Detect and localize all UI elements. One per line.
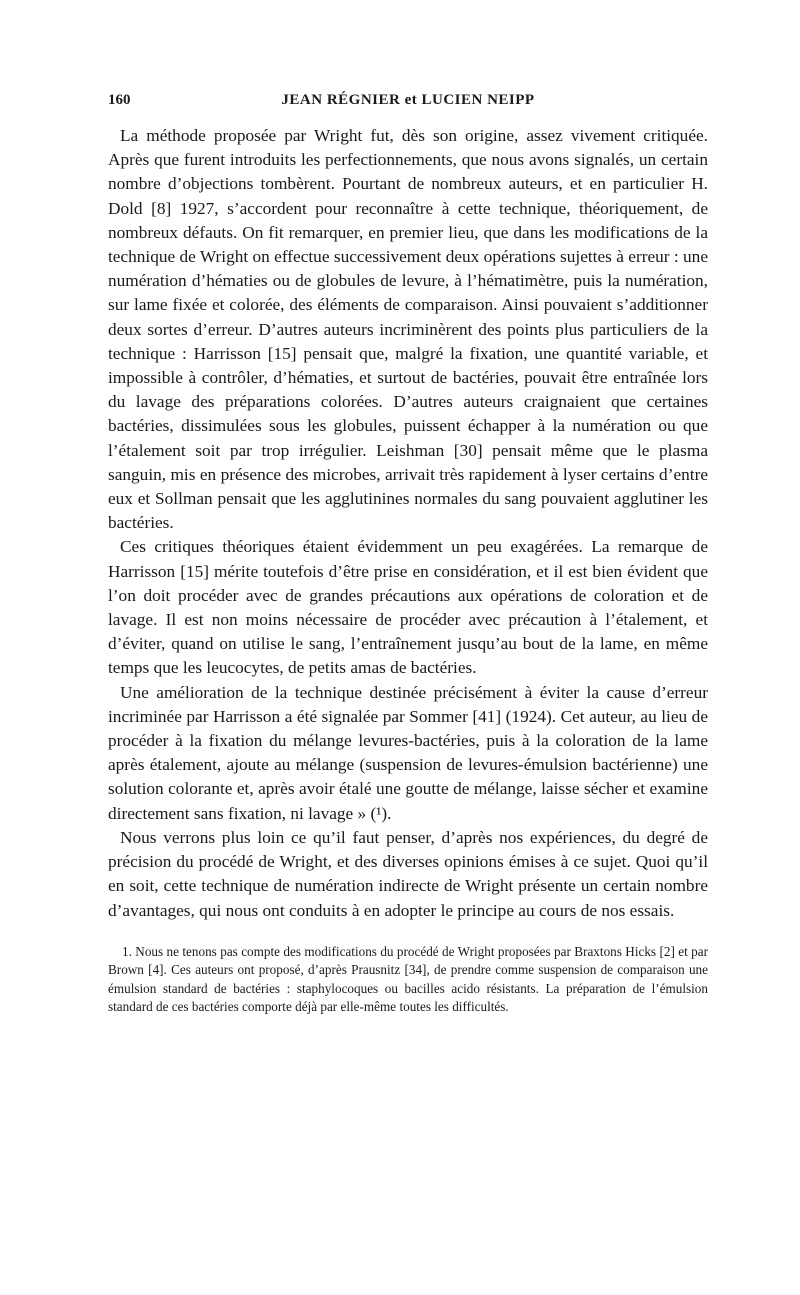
paragraph-3: Une amélioration de la technique destinée précisément à éviter la cause d’erreur incriminée par Harrisson a été signalée par Sommer [41] (1924). Cet auteur, au lieu de procéder à la fixation du mélange levures-bactéries, puis à la coloration de la lame après étalement, ajoute au mélange (suspension de levures-émulsion bactérienne) une solution colorante et, après avoir étalé une goutte de mélange, laisse sécher et examine directement sans fixation, ni lavage » (¹). [108, 682, 708, 823]
page-header [108, 92, 708, 114]
body-text [108, 124, 708, 923]
paragraph-2: Ces critiques théoriques étaient évidemment un peu exagérées. La remarque de Harrisson [15] mérite toutefois d’être prise en considération, et il est bien évident que l’on doit procéder avec de grandes précautions aux opérations de coloration et de lavage. Il est non moins nécessaire de procéder avec précaution à l’étalement, et d’éviter, quand on utilise le sang, l’entraînement jusqu’au bout de la lame, en même temps que les leucocytes, de petits amas de bactéries. [108, 537, 708, 678]
document-page [108, 92, 708, 1030]
paragraph-4: Nous verrons plus loin ce qu’il faut penser, d’après nos expériences, du degré de précision du procédé de Wright, et des diverses opinions émises à ce sujet. Quoi qu’il en soit, cette technique de numération indirecte de Wright présente un certain nombre d’avantages, qui nous ont conduits à en adopter le principe au cours de nos essais. [108, 827, 708, 920]
page-number: 160 [108, 92, 131, 108]
paragraph-1: La méthode proposée par Wright fut, dès son origine, assez vivement critiquée. Après que furent introduits les perfectionnements, que nous avons signalés, un certain nombre d’objections tombèrent. Pourtant de nombreux auteurs, et en particulier H. Dold [8] 1927, s’accordent pour reconnaître à cette technique, théoriquement, de nombreux défauts. On fit remarquer, en premier lieu, que dans les modifications de la technique de Wright on effectue successivement deux opérations sujettes à erreur : une numération d’hématies ou de globules de levure, à l’hématimètre, puis la numération, sur lame fixée et colorée, des éléments de comparaison. Ainsi pouvaient s’additionner deux sortes d’erreur. D’autres auteurs incriminèrent des points plus particuliers de la technique : Harrisson [15] pensait que, malgré la fixation, une quantité variable, et impossible à contrôler, d’hématies, et surtout de bactéries, pouvait être entraînée lors du lavage des préparations colorées. D’autres auteurs craignaient que certaines bactéries, dissimulées sous les globules, puissent échapper à la numération ou que l’étalement soit par trop irrégulier. Leishman [30] pensait même que le plasma sanguin, mis en présence des microbes, arrivait très rapidement à lyser certains d’entre eux et Sollman pensait que les agglutinines normales du sang pouvaient agglutiner les bactéries. [108, 126, 708, 533]
running-head: JEAN RÉGNIER et LUCIEN NEIPP [281, 92, 535, 108]
footnote: 1. Nous ne tenons pas compte des modifications du procédé de Wright proposées par Braxtons Hicks [2] et par Brown [4]. Ces auteurs ont proposé, d’après Prausnitz [34], de prendre comme suspension de comparaison une émulsion standard de bactéries : staphylocoques ou bacilles acido résistants. La préparation de l’émulsion standard de ces bactéries comporte déjà par elle-même toutes les difficultés. [108, 943, 708, 1015]
